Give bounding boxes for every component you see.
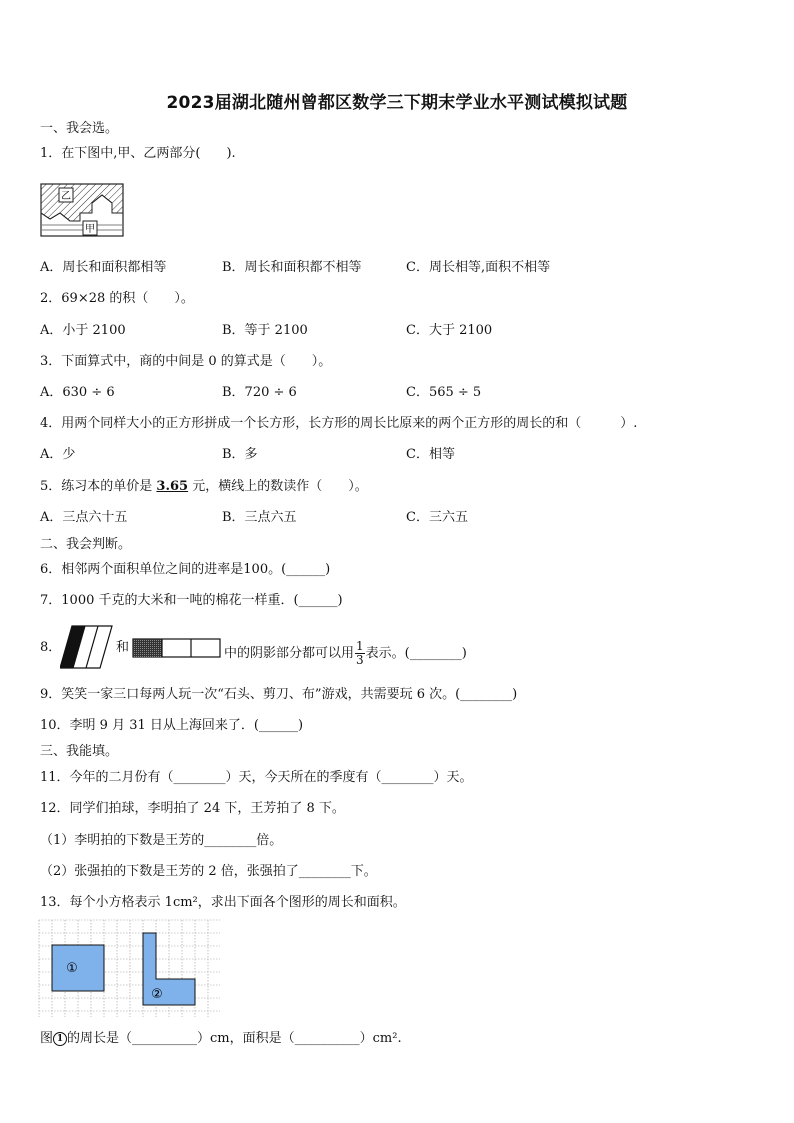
q2-option-c[interactable]: C．大于 2100 [406,323,493,338]
q3-option-a[interactable]: A．630 ÷ 6 [40,385,115,400]
q10-text: 10．李明 9 月 31 日从上海回来了．(______) [40,718,304,733]
q4-option-a[interactable]: A．少 [40,447,76,462]
q3-option-b[interactable]: B．720 ÷ 6 [222,385,297,400]
q13-shape-2-label: ② [151,987,163,1002]
q13-grid-figure [38,919,222,1019]
q11-text: 11．今年的二月份有（________）天，今天所在的季度有（________）天。 [40,770,473,785]
section-2-heading: 二、我会判断。 [40,537,132,552]
q8-fraction [355,640,365,667]
q5-option-b[interactable]: B．三点六五 [222,510,297,525]
q5-text-before: 5．练习本的单价是 [40,479,157,494]
q4-option-b[interactable]: B．多 [222,447,258,462]
q5-option-a[interactable]: A．三点六十五 [40,510,128,525]
q3-option-c[interactable]: C．565 ÷ 5 [406,385,482,400]
q1-option-a[interactable]: A．周长和面积都相等 [40,260,167,275]
q1-text: 1．在下图中,甲、乙两部分( ). [40,146,236,161]
q8-frac-den: 3 [356,653,364,667]
q5-price: 3.65 [156,479,189,494]
q5-text-after: 元，横线上的数读作（ ）。 [188,479,368,494]
q8-rectangle-shaded [133,639,162,657]
q1-label-jia: 甲 [85,224,95,235]
q1-figure [40,183,124,237]
q13-shape-1 [52,945,104,991]
page-title: 2023届湖北随州曾都区数学三下期末学业水平测试模拟试题 [166,93,628,113]
q8-number: 8． [40,640,62,655]
q13-ans-text: 的周长是（__________）cm，面积是（__________）cm². [67,1031,402,1046]
q4-text: 4．用两个同样大小的正方形拼成一个长方形，长方形的周长比原来的两个正方形的周长的和（ ）. [40,416,638,431]
q5-text [40,479,368,495]
q1-option-c[interactable]: C．周长相等,面积不相等 [406,260,551,275]
q13-shape-1-label: ① [66,961,78,976]
q13-ans-prefix: 图 [40,1031,54,1046]
q13-ans-circle: 1 [53,1032,67,1046]
q2-text: 2．69×28 的积（ ）。 [40,291,194,306]
q8-rectangle-figure [132,638,222,658]
q8-text [224,640,467,667]
q2-option-b[interactable]: B．等于 2100 [222,323,308,338]
q12-part-1: （1）李明拍的下数是王芳的________倍。 [40,833,283,848]
q12-part-2: （2）张强拍的下数是王芳的 2 倍，张强拍了________下。 [40,864,377,879]
section-3-heading: 三、我能填。 [40,744,119,759]
q12-text: 12．同学们拍球，李明拍了 24 下，王芳拍了 8 下。 [40,801,345,816]
q13-answer [40,1031,402,1047]
q1-label-yi: 乙 [61,191,71,202]
q8-frac-num: 1 [356,639,364,653]
q13-text: 13．每个小方格表示 1cm²，求出下面各个图形的周长和面积。 [40,895,406,910]
q4-option-c[interactable]: C．相等 [406,447,455,462]
q1-option-b[interactable]: B．周长和面积都不相等 [222,260,362,275]
q8-parallelogram-figure [60,624,114,670]
section-1-heading: 一、我会选。 [40,121,119,136]
q7-text: 7．1000 千克的大米和一吨的棉花一样重．(______) [40,593,343,608]
q3-text: 3．下面算式中，商的中间是 0 的算式是（ ）。 [40,354,332,369]
q8-tail: 表示。(________) [365,646,467,661]
q8-mid-text: 中的阴影部分都可以用 [224,646,355,661]
q9-text: 9．笑笑一家三口每两人玩一次“石头、剪刀、布”游戏，共需要玩 6 次。(________) [40,687,518,702]
q5-option-c[interactable]: C．三六五 [406,510,468,525]
q2-option-a[interactable]: A．小于 2100 [40,323,126,338]
q8-and: 和 [116,640,130,655]
q6-text: 6．相邻两个面积单位之间的进率是100。(______) [40,562,331,577]
